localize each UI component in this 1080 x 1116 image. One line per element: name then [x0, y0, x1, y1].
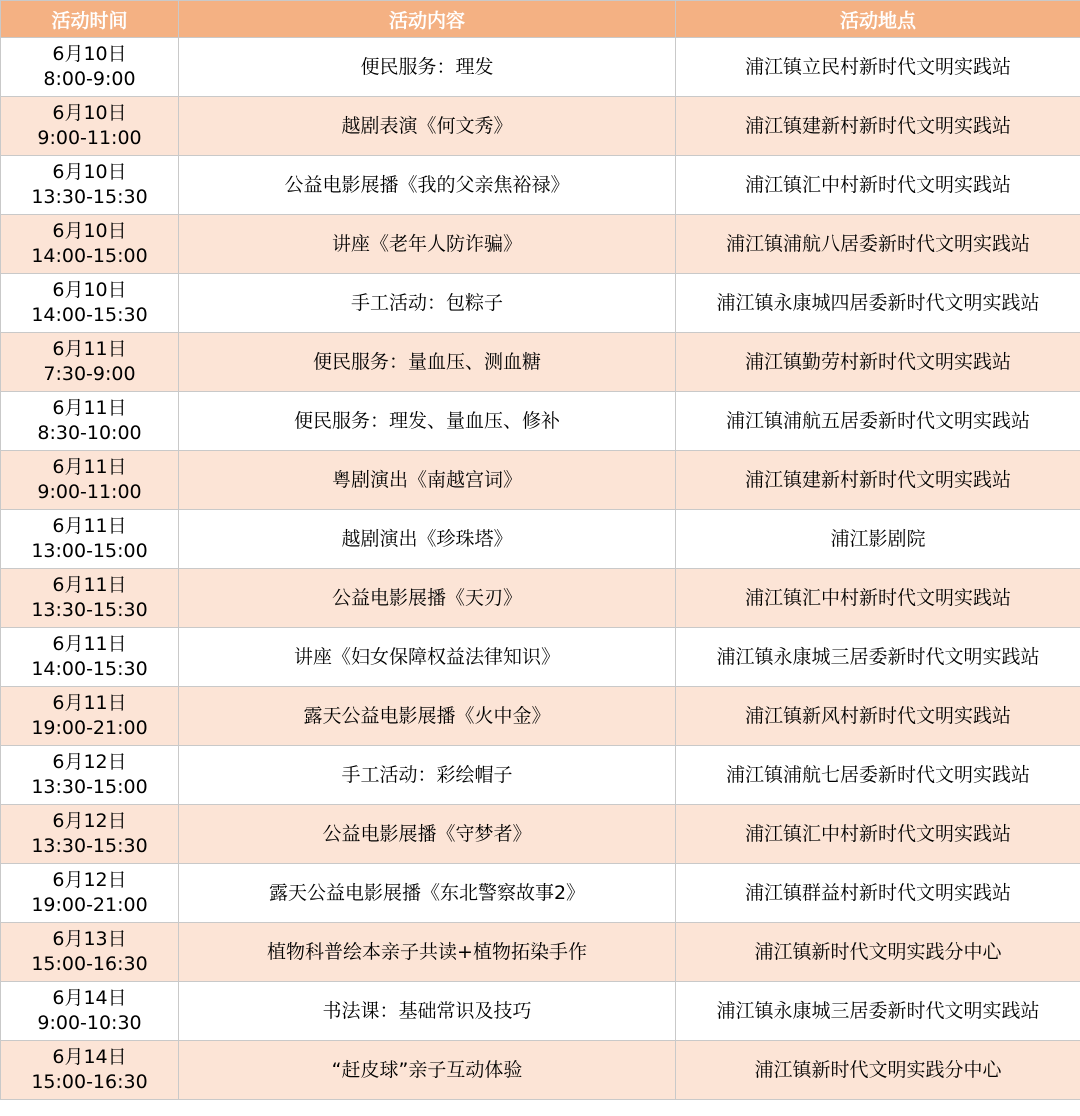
table-row — [1, 97, 1080, 156]
cell-time — [1, 451, 179, 510]
table-row — [1, 746, 1080, 805]
table-row — [1, 687, 1080, 746]
cell-time — [1, 156, 179, 215]
activity-time-range: 15:00-16:30 — [31, 953, 148, 975]
cell-time — [1, 864, 179, 923]
cell-content: 露天公益电影展播《火中金》 — [179, 687, 676, 746]
activity-date: 6月11日 — [52, 692, 127, 714]
cell-time — [1, 392, 179, 451]
cell-content: 露天公益电影展播《东北警察故事2》 — [179, 864, 676, 923]
table-row — [1, 156, 1080, 215]
activity-date: 6月11日 — [52, 574, 127, 596]
cell-place: 浦江镇汇中村新时代文明实践站 — [676, 805, 1080, 864]
activity-time-range: 13:30-15:00 — [31, 776, 148, 798]
header-place: 活动地点 — [676, 1, 1080, 38]
cell-place: 浦江镇浦航五居委新时代文明实践站 — [676, 392, 1080, 451]
activity-time-range: 13:30-15:30 — [31, 599, 148, 621]
cell-place: 浦江镇永康城四居委新时代文明实践站 — [676, 274, 1080, 333]
activity-time-range: 9:00-11:00 — [37, 127, 142, 149]
activity-time-range: 13:30-15:30 — [31, 835, 148, 857]
cell-content: 手工活动：包粽子 — [179, 274, 676, 333]
activity-time-range: 19:00-21:00 — [31, 717, 148, 739]
cell-content: 书法课：基础常识及技巧 — [179, 982, 676, 1041]
cell-content: 手工活动：彩绘帽子 — [179, 746, 676, 805]
activity-date: 6月11日 — [52, 456, 127, 478]
cell-content: “赶皮球”亲子互动体验 — [179, 1041, 676, 1100]
activity-date: 6月10日 — [52, 102, 127, 124]
table-row — [1, 510, 1080, 569]
cell-time — [1, 215, 179, 274]
cell-time — [1, 38, 179, 97]
header-time: 活动时间 — [1, 1, 179, 38]
activity-time-range: 14:00-15:30 — [31, 304, 148, 326]
activity-time-range: 19:00-21:00 — [31, 894, 148, 916]
cell-content: 公益电影展播《天刃》 — [179, 569, 676, 628]
table-row — [1, 864, 1080, 923]
activity-date: 6月11日 — [52, 397, 127, 419]
activity-date: 6月12日 — [52, 810, 127, 832]
table-row — [1, 628, 1080, 687]
activity-date: 6月10日 — [52, 43, 127, 65]
cell-time — [1, 569, 179, 628]
cell-time — [1, 97, 179, 156]
activity-time-range: 9:00-10:30 — [37, 1012, 142, 1034]
cell-place: 浦江镇建新村新时代文明实践站 — [676, 97, 1080, 156]
cell-time — [1, 1041, 179, 1100]
table-row — [1, 274, 1080, 333]
table-row — [1, 1041, 1080, 1100]
cell-place: 浦江镇永康城三居委新时代文明实践站 — [676, 628, 1080, 687]
activity-date: 6月12日 — [52, 751, 127, 773]
header-row — [1, 1, 1080, 38]
table-row — [1, 982, 1080, 1041]
header-content: 活动内容 — [179, 1, 676, 38]
cell-time — [1, 274, 179, 333]
activity-time-range: 14:00-15:00 — [31, 245, 148, 267]
cell-place: 浦江镇立民村新时代文明实践站 — [676, 38, 1080, 97]
cell-time — [1, 333, 179, 392]
cell-content: 公益电影展播《守梦者》 — [179, 805, 676, 864]
table-row — [1, 923, 1080, 982]
cell-place: 浦江镇新时代文明实践分中心 — [676, 1041, 1080, 1100]
table-row — [1, 451, 1080, 510]
activity-time-range: 14:00-15:30 — [31, 658, 148, 680]
cell-place: 浦江镇新风村新时代文明实践站 — [676, 687, 1080, 746]
cell-content: 讲座《老年人防诈骗》 — [179, 215, 676, 274]
cell-time — [1, 687, 179, 746]
cell-place: 浦江镇永康城三居委新时代文明实践站 — [676, 982, 1080, 1041]
table-row — [1, 392, 1080, 451]
cell-place: 浦江镇汇中村新时代文明实践站 — [676, 156, 1080, 215]
activity-date: 6月12日 — [52, 869, 127, 891]
cell-content: 越剧表演《何文秀》 — [179, 97, 676, 156]
activity-time-range: 8:30-10:00 — [37, 422, 142, 444]
activity-time-range: 13:00-15:00 — [31, 540, 148, 562]
cell-place: 浦江影剧院 — [676, 510, 1080, 569]
cell-time — [1, 628, 179, 687]
activity-time-range: 13:30-15:30 — [31, 186, 148, 208]
activity-date: 6月10日 — [52, 279, 127, 301]
activity-time-range: 15:00-16:30 — [31, 1071, 148, 1093]
table-header — [1, 1, 1080, 38]
cell-place: 浦江镇浦航八居委新时代文明实践站 — [676, 215, 1080, 274]
table-row — [1, 805, 1080, 864]
table-body — [1, 38, 1080, 1100]
activity-date: 6月11日 — [52, 515, 127, 537]
activity-date: 6月10日 — [52, 220, 127, 242]
cell-content: 越剧演出《珍珠塔》 — [179, 510, 676, 569]
table-row — [1, 569, 1080, 628]
cell-content: 植物科普绘本亲子共读+植物拓染手作 — [179, 923, 676, 982]
activity-date: 6月10日 — [52, 161, 127, 183]
cell-content: 便民服务：量血压、测血糖 — [179, 333, 676, 392]
cell-place: 浦江镇群益村新时代文明实践站 — [676, 864, 1080, 923]
cell-content: 便民服务：理发、量血压、修补 — [179, 392, 676, 451]
activity-date: 6月11日 — [52, 338, 127, 360]
cell-time — [1, 923, 179, 982]
cell-place: 浦江镇建新村新时代文明实践站 — [676, 451, 1080, 510]
table-row — [1, 38, 1080, 97]
table-row — [1, 333, 1080, 392]
activity-time-range: 7:30-9:00 — [43, 363, 136, 385]
activity-date: 6月13日 — [52, 928, 127, 950]
cell-time — [1, 746, 179, 805]
cell-time — [1, 510, 179, 569]
cell-content: 粤剧演出《南越宫词》 — [179, 451, 676, 510]
cell-place: 浦江镇勤劳村新时代文明实践站 — [676, 333, 1080, 392]
cell-content: 便民服务：理发 — [179, 38, 676, 97]
activity-date: 6月11日 — [52, 633, 127, 655]
cell-content: 公益电影展播《我的父亲焦裕禄》 — [179, 156, 676, 215]
cell-place: 浦江镇新时代文明实践分中心 — [676, 923, 1080, 982]
cell-time — [1, 805, 179, 864]
cell-place: 浦江镇汇中村新时代文明实践站 — [676, 569, 1080, 628]
cell-place: 浦江镇浦航七居委新时代文明实践站 — [676, 746, 1080, 805]
activity-time-range: 9:00-11:00 — [37, 481, 142, 503]
cell-content: 讲座《妇女保障权益法律知识》 — [179, 628, 676, 687]
activity-date: 6月14日 — [52, 1046, 127, 1068]
table-row — [1, 215, 1080, 274]
activity-time-range: 8:00-9:00 — [43, 68, 136, 90]
cell-time — [1, 982, 179, 1041]
activity-date: 6月14日 — [52, 987, 127, 1009]
